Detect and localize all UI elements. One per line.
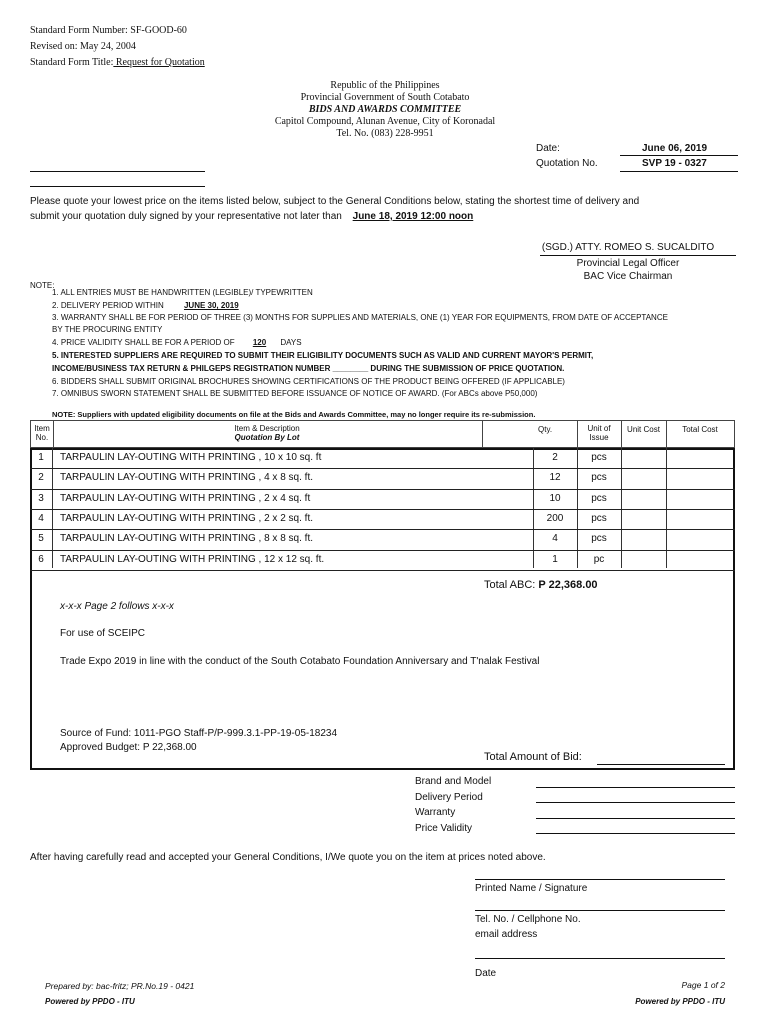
date-value: June 06, 2019	[642, 143, 708, 154]
row-description: TARPAULIN LAY-OUTING WITH PRINTING , 12 x 12 sq. ft.	[60, 553, 325, 565]
approved-budget: Approved Budget: P 22,368.00	[60, 742, 197, 753]
note-eligibility: NOTE: Suppliers with updated eligibility documents on file at the Bids and Awards Committee, may no longer require its re-submission.	[52, 410, 536, 419]
row-item-no: 4	[38, 512, 44, 524]
row-unit: pc	[593, 553, 605, 565]
row-item-no: 2	[38, 472, 44, 484]
page-follows: x-x-x Page 2 follows x-x-x	[60, 601, 174, 612]
th-desc-1: Item & Description	[234, 424, 300, 433]
brand-label: Brand and Model	[415, 776, 492, 787]
row-divider	[30, 550, 735, 551]
form-revised: Revised on: May 24, 2004	[30, 41, 136, 52]
th-item-no-1: Item	[34, 424, 50, 433]
acceptance-text: After having carefully read and accepted your General Conditions, I/We quote you on the item at prices noted above.	[30, 852, 546, 863]
row-divider	[30, 570, 735, 571]
agency-line4: Capitol Compound, Alunan Avenue, City of Koronadal	[274, 116, 496, 127]
row-unit: pcs	[591, 533, 607, 545]
agency-line1: Republic of the Philippines	[330, 80, 440, 91]
total-bid-label: Total Amount of Bid:	[484, 751, 582, 763]
note-4-prefix: 4. PRICE VALIDITY SHALL BE FOR A PERIOD OF	[52, 338, 235, 347]
form-title-value: Request for Quotation	[113, 57, 205, 68]
tel-line[interactable]	[475, 910, 725, 911]
quotation-label: Quotation No.	[536, 158, 598, 169]
date-underline	[620, 155, 738, 156]
date-label: Date:	[536, 143, 560, 154]
row-qty: 4	[552, 533, 558, 545]
note-label: NOTE:	[30, 281, 55, 290]
form-title	[30, 57, 205, 68]
note-3a: 3. WARRANTY SHALL BE FOR PERIOD OF THREE (3) MONTHS FOR SUPPLIES AND MATERIALS, ONE (1) YEAR FOR EQUIPMENTS, FROM DATE OF ACCEPTANCE	[52, 313, 668, 322]
purpose: Trade Expo 2019 in line with the conduct of the South Cotabato Foundation Anniversary and T'nalak Festival	[60, 656, 540, 667]
signatory-title1: Provincial Legal Officer	[576, 258, 680, 269]
th-item-no-2: No.	[35, 433, 49, 442]
quotation-value: SVP 19 - 0327	[642, 158, 707, 169]
intro-deadline: June 18, 2019 12:00 noon	[352, 211, 474, 222]
row-qty: 2	[552, 452, 558, 463]
intro-line2	[30, 211, 473, 222]
row-divider	[30, 489, 735, 490]
warranty-line[interactable]	[536, 818, 735, 819]
th-qty	[482, 420, 578, 448]
row-description: TARPAULIN LAY-OUTING WITH PRINTING , 4 x 8 sq. ft.	[60, 472, 314, 484]
powered-right: Powered by PPDO - ITU	[635, 997, 725, 1006]
row-item-no: 3	[38, 492, 44, 504]
th-unit-1: Unit of	[587, 424, 611, 433]
note-3b: BY THE PROCURING ENTITY	[52, 325, 163, 334]
bid-details	[415, 774, 491, 836]
row-description: TARPAULIN LAY-OUTING WITH PRINTING , 10 x 10 sq. ft	[60, 452, 322, 463]
validity-label: Price Validity	[415, 822, 473, 834]
th-unit-cost	[621, 420, 667, 448]
note-1: 1. ALL ENTRIES MUST BE HANDWRITTEN (LEGIBLE)/ TYPEWRITTEN	[52, 288, 313, 297]
row-description: TARPAULIN LAY-OUTING WITH PRINTING , 8 x 8 sq. ft.	[60, 533, 314, 545]
intro-line2-text: submit your quotation duly signed by your representative not later than	[30, 211, 342, 222]
agency-line3: BIDS AND AWARDS COMMITTEE	[308, 104, 462, 115]
note-2	[52, 301, 239, 310]
note-2-value: JUNE 30, 2019	[183, 301, 239, 310]
row-unit: pcs	[591, 472, 607, 484]
page-number: Page 1 of 2	[681, 980, 725, 990]
blank-line-1	[30, 171, 205, 172]
warranty-label: Warranty	[415, 807, 456, 819]
row-qty: 1	[552, 553, 558, 565]
row-item-no: 6	[38, 553, 44, 565]
printed-name-line[interactable]	[475, 879, 725, 880]
form-title-label: Standard Form Title:	[30, 57, 114, 68]
quotation-underline	[620, 171, 738, 172]
blank-line-2	[30, 186, 205, 187]
row-unit: pcs	[591, 452, 607, 463]
note-2-prefix: 2. DELIVERY PERIOD WITHIN	[52, 301, 164, 310]
powered-left: Powered by PPDO - ITU	[45, 997, 135, 1006]
tel-label: Tel. No. / Cellphone No.	[475, 914, 581, 925]
row-item-no: 1	[38, 452, 44, 463]
th-item-no	[30, 420, 54, 448]
email-label: email address	[475, 929, 538, 940]
note-6: 6. BIDDERS SHALL SUBMIT ORIGINAL BROCHURES SHOWING CERTIFICATIONS OF THE PRODUCT BEING OFFERED (IF APPLICABLE)	[52, 377, 565, 386]
row-divider	[30, 509, 735, 510]
agency-line2: Provincial Government of South Cotabato	[300, 92, 470, 103]
row-divider	[30, 468, 735, 469]
th-unit-2: Issue	[589, 433, 609, 442]
row-unit: pcs	[591, 492, 607, 504]
row-description: TARPAULIN LAY-OUTING WITH PRINTING , 2 x 4 sq. ft	[60, 492, 311, 504]
date-sig-label: Date	[475, 968, 497, 979]
agency-header	[0, 80, 770, 140]
delivery-line[interactable]	[536, 802, 735, 803]
source-of-fund: Source of Fund: 1011-PGO Staff-P/P-999.3.1-PP-19-05-18234	[60, 728, 338, 739]
brand-line[interactable]	[536, 787, 735, 788]
agency-line5: Tel. No. (083) 228-9951	[336, 128, 434, 139]
note-4-value: 120	[252, 338, 267, 347]
date-sig-line[interactable]	[475, 958, 725, 959]
signatory-name: (SGD.) ATTY. ROMEO S. SUCALDITO	[541, 242, 715, 253]
th-unit	[577, 420, 622, 448]
prepared-by: Prepared by: bac-fritz; PR.No.19 - 0421	[45, 981, 195, 991]
th-desc-2: Quotation By Lot	[234, 433, 300, 442]
row-qty: 10	[549, 492, 561, 504]
note-5a: 5. INTERESTED SUPPLIERS ARE REQUIRED TO SUBMIT THEIR ELIGIBILITY DOCUMENTS SUCH AS VALID AND CURRENT MAYOR'S PERMIT,	[52, 351, 594, 360]
total-bid-line[interactable]	[597, 764, 725, 765]
th-description	[52, 420, 483, 448]
for-use: For use of SCEIPC	[60, 628, 146, 639]
row-qty: 12	[549, 472, 561, 484]
form-number: Standard Form Number: SF-GOOD-60	[30, 25, 187, 36]
intro-line1: Please quote your lowest price on the items listed below, subject to the General Conditions below, stating the shortest time of delivery and	[30, 196, 640, 207]
th-total-cost	[666, 420, 735, 448]
note-4-suffix: DAYS	[280, 338, 302, 347]
printed-name-label: Printed Name / Signature	[475, 883, 588, 894]
th-total-cost-label: Total Cost	[682, 425, 718, 434]
signatory-title2: BAC Vice Chairman	[583, 271, 673, 282]
row-qty: 200	[546, 512, 564, 524]
note-7: 7. OMNIBUS SWORN STATEMENT SHALL BE SUBMITTED BEFORE ISSUANCE OF NOTICE OF AWARD. (For ABCs above P50,000)	[52, 389, 538, 398]
total-abc-label: Total ABC:	[484, 579, 536, 591]
total-abc-value: P 22,368.00	[538, 579, 598, 591]
note-4	[52, 338, 302, 347]
delivery-label: Delivery Period	[415, 791, 483, 803]
row-item-no: 5	[38, 533, 44, 545]
row-divider	[30, 529, 735, 530]
row-unit: pcs	[591, 512, 607, 524]
th-qty-label: Qty.	[538, 425, 553, 434]
validity-line[interactable]	[536, 833, 735, 834]
row-description: TARPAULIN LAY-OUTING WITH PRINTING , 2 x 2 sq. ft.	[60, 512, 314, 524]
total-abc	[484, 579, 598, 591]
note-5b: INCOME/BUSINESS TAX RETURN & PHILGEPS REGISTRATION NUMBER ________ DURING THE SUBMISSION OF PRICE QUOTATION.	[52, 364, 565, 373]
signatory-underline	[540, 255, 736, 256]
th-unit-cost-label: Unit Cost	[627, 425, 660, 434]
